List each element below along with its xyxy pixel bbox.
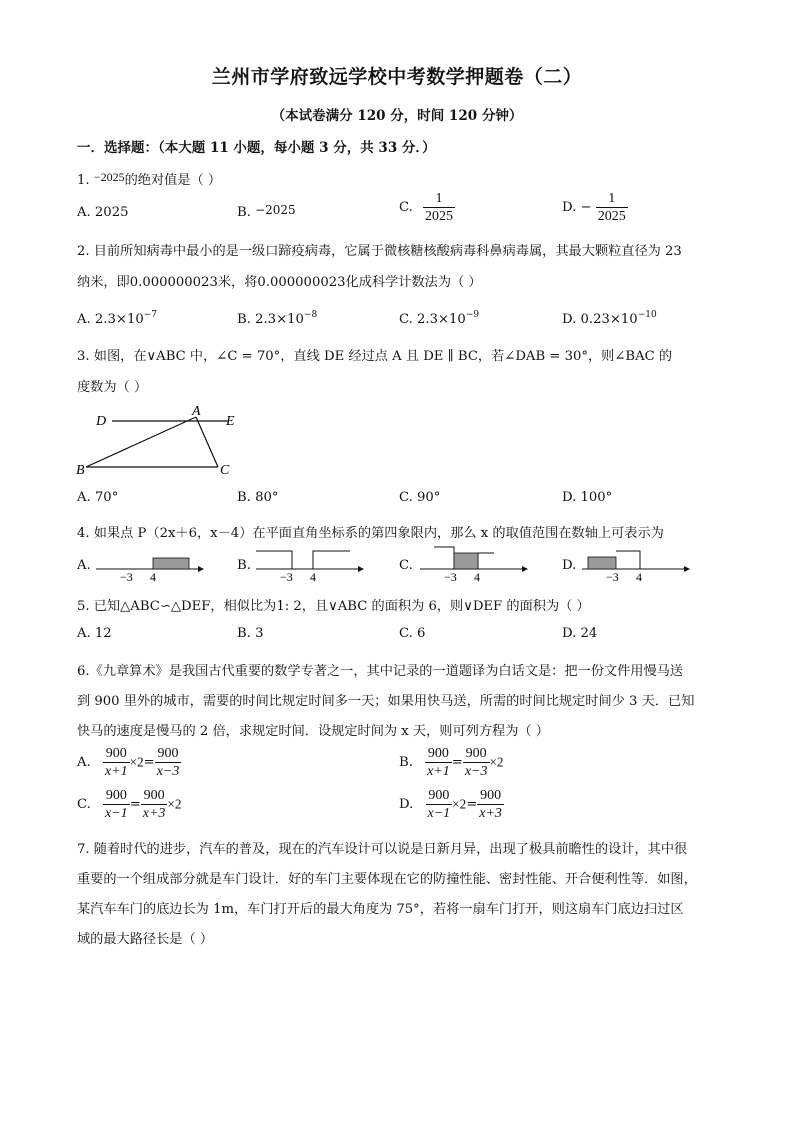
option-label: A.: [77, 755, 91, 770]
question-2-line-2: 纳米，即0.000000023米，将0.000000023化成科学计数法为（ ）: [77, 275, 482, 290]
tick-label: 4: [310, 570, 316, 583]
exponent: −10: [637, 310, 657, 320]
question-7-line-1: 7. 随着时代的进步，汽车的普及，现在的汽车设计可以说是日新月异，出现了极具前瞻性的设计，其中很: [77, 842, 688, 857]
question-6-line-2: 到 900 里外的城市，需要的时间比规定时间多一天；如果用快马送，所需的时间比规定时间少 3 天．已知: [77, 694, 695, 709]
equals-sign: =: [451, 755, 463, 770]
shaded-region: [153, 558, 189, 569]
times-two: ×2: [167, 796, 182, 812]
q1-text: 的绝对值是（ ）: [124, 173, 222, 188]
fraction: [103, 745, 130, 780]
numerator: 900: [465, 746, 487, 761]
region-left: [434, 547, 454, 569]
q6-option-b: [399, 745, 504, 780]
tick-label: −3: [280, 570, 293, 583]
option-value: 2.3×10: [255, 312, 304, 327]
times-two: ×2: [129, 754, 144, 770]
numerator: 900: [105, 788, 127, 803]
option-label: C.: [77, 797, 91, 812]
equals-sign: =: [143, 755, 155, 770]
label-d: D: [96, 414, 107, 429]
denominator: 2025: [597, 209, 626, 224]
option-label: B.: [399, 755, 413, 770]
q1-option-a: A. 2025: [77, 205, 129, 220]
q5-option-a: A. 12: [77, 626, 112, 641]
question-3-line-1: 3. 如图，在∨ABC 中，∠C = 70°，直线 DE 经过点 A 且 DE ∥ BC，若∠DAB = 30°，则∠BAC 的: [77, 349, 673, 364]
page-subtitle: （本试卷满分 120 分，时间 120 分钟）: [271, 108, 523, 124]
fraction: [463, 745, 490, 780]
triangle-figure: [70, 400, 250, 480]
tick-label: −3: [444, 570, 457, 583]
fraction: [155, 745, 182, 780]
option-label: B.: [237, 205, 251, 220]
label-b: B: [76, 463, 85, 478]
option-value: 2.3×10: [94, 312, 144, 327]
question-number: 1.: [77, 173, 90, 188]
question-6-line-3: 快马的速度是慢马的 2 倍，求规定时间．设规定时间为 x 天，则可列方程为（ ）: [77, 724, 549, 739]
q1-option-d: [562, 190, 628, 225]
numerator: 900: [428, 788, 450, 803]
denominator: x+3: [479, 806, 502, 821]
option-label: D.: [562, 312, 577, 327]
denominator: x−3: [156, 764, 180, 779]
page-title: 兰州市学府致远学校中考数学押题卷（二）: [211, 66, 583, 88]
denominator: x−1: [105, 806, 128, 821]
question-7-line-4: 域的最大路径长是（ ）: [77, 932, 214, 947]
numerator: 900: [427, 746, 449, 761]
fraction: [423, 190, 455, 225]
q4-number-line-d: [580, 545, 692, 583]
question-2-line-1: 2. 目前所知病毒中最小的是一级口蹄疫病毒，它属于微核糖核酸病毒科鼻病毒属，其最大颗粒直径为 23: [77, 244, 682, 259]
q2-option-b: [237, 310, 317, 327]
option-label: C.: [399, 312, 413, 327]
q5-option-b: B. 3: [237, 626, 264, 641]
q2-option-d: [562, 310, 657, 327]
q1-expression: −2025: [93, 170, 125, 184]
label-e: E: [226, 414, 235, 429]
times-two: ×2: [489, 754, 504, 770]
arrow-icon: [684, 566, 690, 572]
q5-option-d: D. 24: [562, 626, 598, 641]
arrow-icon: [522, 566, 528, 572]
question-3-line-2: 度数为（ ）: [77, 380, 148, 395]
denominator: x+1: [104, 764, 128, 779]
denominator: x−1: [427, 806, 451, 821]
q6-option-a: [77, 745, 181, 780]
q4-option-d-label: D.: [562, 558, 577, 573]
q4-number-line-a: [94, 545, 206, 583]
denominator: 2025: [425, 209, 454, 224]
numerator: 1: [435, 191, 443, 206]
fraction: [103, 787, 130, 822]
equals-sign: =: [466, 797, 478, 812]
fraction: [141, 787, 168, 822]
label-a: A: [192, 404, 201, 419]
q1-option-b: [237, 205, 296, 220]
arrow-icon: [358, 566, 364, 572]
question-6-line-1: 6.《九章算术》是我国古代重要的数学专著之一，其中记录的一道题译为白话文是：把一份文件用慢马送: [77, 664, 684, 679]
option-label: D. −: [562, 200, 592, 215]
q4-option-b-label: B.: [237, 558, 251, 573]
q4-option-a-label: A.: [77, 558, 91, 573]
region-left: [256, 551, 292, 569]
exponent: −8: [303, 310, 318, 320]
q3-option-d: D. 100°: [562, 490, 613, 505]
q3-option-c: C. 90°: [399, 490, 441, 505]
equals-sign: =: [129, 797, 141, 812]
tick-label: 4: [150, 570, 156, 583]
option-label: C.: [399, 200, 413, 215]
option-value: 2.3×10: [417, 312, 466, 327]
denominator: x+3: [142, 806, 166, 821]
q4-number-line-c: [418, 545, 530, 583]
q6-option-d: [399, 787, 504, 822]
numerator: 1: [608, 191, 616, 206]
section-heading: 一．选择题：（本大题 11 小题，每小题 3 分，共 33 分．）: [77, 140, 436, 156]
fraction: [596, 190, 628, 225]
tick-label: −3: [606, 570, 619, 583]
tick-label: 4: [474, 570, 480, 583]
q3-option-a: A. 70°: [77, 490, 119, 505]
exponent: −7: [143, 310, 158, 320]
numerator: 900: [105, 746, 127, 761]
segment-ac: [196, 417, 218, 467]
times-two: ×2: [452, 796, 467, 812]
q4-number-line-b: [254, 545, 366, 583]
label-c: C: [220, 463, 230, 478]
tick-label: −3: [120, 570, 133, 583]
fraction: [477, 787, 504, 822]
question-1-stem: [77, 169, 221, 188]
fraction: [425, 745, 452, 780]
q5-option-c: C. 6: [399, 626, 426, 641]
question-7-line-3: 某汽车车门的底边长为 1m，车门打开后的最大角度为 75°，若将一扇车门打开，则这扇车门底边扫过区: [77, 902, 684, 917]
q6-option-c: [77, 787, 181, 822]
option-value: 0.23×10: [580, 312, 638, 327]
region-right: [478, 553, 494, 569]
q3-option-b: B. 80°: [237, 490, 279, 505]
denominator: x+1: [427, 764, 450, 779]
denominator: x−3: [464, 764, 488, 779]
option-label: D.: [399, 797, 414, 812]
option-value: −2025: [255, 203, 296, 217]
question-7-line-2: 重要的一个组成部分就是车门设计．好的车门主要体现在它的防撞性能、密封性能、开合便利性等．如图，: [77, 872, 697, 887]
region-bracket: [616, 551, 640, 569]
q4-option-c-label: C.: [399, 558, 413, 573]
exponent: −9: [465, 310, 480, 320]
option-label: A.: [77, 312, 91, 327]
shaded-region: [454, 553, 478, 569]
numerator: 900: [157, 746, 179, 761]
q2-option-c: [399, 310, 479, 327]
question-5-stem: 5. 已知△ABC∽△DEF，相似比为1: 2，且∨ABC 的面积为 6，则∨DEF 的面积为（ ）: [77, 599, 590, 614]
numerator: 900: [143, 788, 165, 803]
tick-label: 4: [636, 570, 642, 583]
numerator: 900: [480, 788, 502, 803]
arrow-icon: [198, 566, 204, 572]
shaded-region: [588, 557, 616, 569]
region-right: [313, 551, 350, 569]
q2-option-a: [77, 310, 157, 327]
fraction: [426, 787, 453, 822]
question-4-stem: 4. 如果点 P（2x＋6，x－4）在平面直角坐标系的第四象限内，那么 x 的取值范围在数轴上可表示为: [77, 526, 664, 541]
q1-option-c: [399, 190, 455, 225]
option-label: B.: [237, 312, 251, 327]
